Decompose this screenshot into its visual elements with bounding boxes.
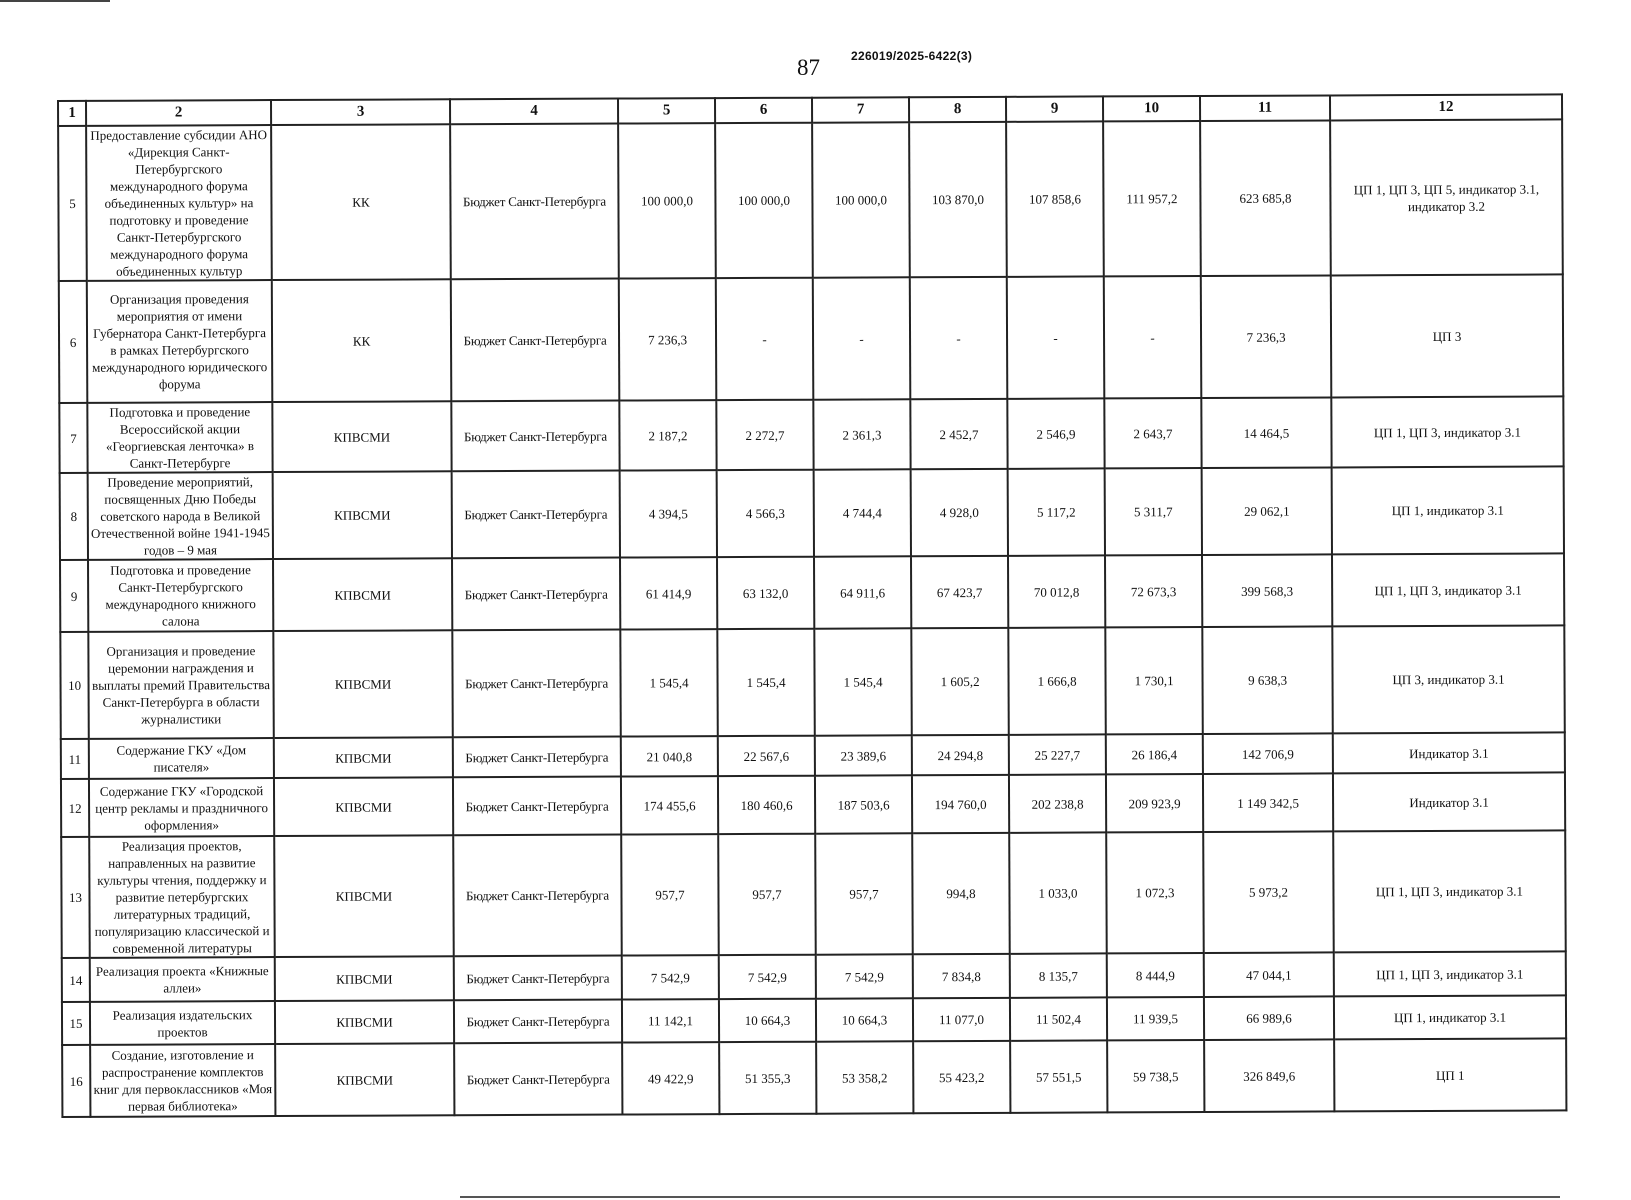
amount-cell: 209 923,9 [1106, 774, 1203, 832]
amount-cell: 1 545,4 [620, 629, 717, 736]
column-header: 1 [58, 101, 86, 126]
column-header: 9 [1006, 96, 1103, 121]
column-header: 3 [271, 99, 450, 125]
amount-cell: 2 361,3 [813, 399, 910, 469]
amount-cell: 4 394,5 [620, 470, 717, 557]
amount-cell: 49 422,9 [622, 1042, 719, 1114]
indicators-cell: ЦП 3 [1331, 274, 1564, 397]
row-number: 6 [59, 281, 88, 403]
column-header: 5 [618, 98, 715, 123]
amount-cell: 7 542,9 [719, 955, 816, 999]
total-cell: 29 062,1 [1202, 467, 1332, 555]
amount-cell: 67 423,7 [911, 556, 1008, 628]
row-number: 15 [62, 1002, 90, 1045]
amount-cell: 957,7 [621, 834, 719, 955]
amount-cell: 10 664,3 [816, 998, 913, 1041]
indicators-cell: ЦП 1, ЦП 3, ЦП 5, индикатор 3.1, индикатор 3.2 [1330, 119, 1563, 275]
amount-cell: 24 294,8 [912, 735, 1009, 775]
amount-cell: 2 546,9 [1007, 398, 1104, 468]
amount-cell: 26 186,4 [1106, 734, 1203, 774]
indicators-cell: ЦП 1, индикатор 3.1 [1332, 466, 1564, 554]
amount-cell: 1 545,4 [717, 629, 814, 736]
funding-source: Бюджет Санкт-Петербурга [451, 279, 620, 402]
event-name: Подготовка и проведение Санкт-Петербургского международного книжного салона [88, 559, 273, 632]
executor: КПВСМИ [275, 1000, 454, 1044]
amount-cell: 11 939,5 [1107, 997, 1204, 1040]
amount-cell: 70 012,8 [1008, 555, 1105, 627]
amount-cell: 174 455,6 [621, 776, 718, 834]
indicators-cell: ЦП 1 [1334, 1038, 1566, 1111]
indicators-cell: ЦП 1, индикатор 3.1 [1334, 995, 1566, 1039]
indicators-cell: ЦП 1, ЦП 3, индикатор 3.1 [1333, 830, 1566, 952]
document-code: 226019/2025-6422(3) [851, 49, 973, 63]
total-cell: 66 989,6 [1204, 996, 1334, 1040]
amount-cell: 100 000,0 [812, 122, 910, 277]
indicators-cell: ЦП 1, ЦП 3, индикатор 3.1 [1331, 396, 1563, 467]
table-row [62, 951, 1566, 1002]
funding-source: Бюджет Санкт-Петербурга [451, 401, 619, 472]
amount-cell: 994,8 [912, 833, 1010, 954]
amount-cell: - [910, 277, 1008, 399]
amount-cell: 5 117,2 [1008, 468, 1105, 555]
event-name: Реализация проекта «Книжные аллеи» [90, 957, 275, 1002]
funding-source: Бюджет Санкт-Петербурга [454, 1000, 622, 1044]
amount-cell: 180 460,6 [718, 776, 815, 834]
event-name: Реализация издательских проектов [90, 1001, 275, 1045]
funding-source: Бюджет Санкт-Петербурга [454, 956, 622, 1001]
total-cell: 399 568,3 [1202, 554, 1332, 627]
row-number: 12 [61, 779, 89, 837]
executor: КПВСМИ [273, 558, 452, 631]
amount-cell: 111 957,2 [1103, 121, 1201, 276]
amount-cell: 957,7 [815, 833, 913, 954]
column-header: 2 [86, 100, 271, 126]
amount-cell: 10 664,3 [719, 999, 816, 1042]
table-row [61, 830, 1566, 958]
indicators-cell: Индикатор 3.1 [1333, 772, 1565, 831]
amount-cell: 51 355,3 [719, 1042, 816, 1114]
executor: КК [272, 279, 452, 402]
amount-cell: 57 551,5 [1010, 1040, 1107, 1112]
funding-source: Бюджет Санкт-Петербурга [452, 471, 620, 559]
column-header: 7 [812, 97, 909, 122]
table-row [62, 995, 1566, 1045]
event-name: Организация и проведение церемонии награждения и выплаты премий Правительства Санкт-Петербурга в области журналистики [88, 631, 273, 739]
executor: КПВСМИ [275, 1043, 454, 1116]
amount-cell: 55 423,2 [913, 1041, 1010, 1113]
total-cell: 9 638,3 [1202, 626, 1332, 734]
amount-cell: 11 142,1 [622, 999, 719, 1042]
amount-cell: 4 744,4 [814, 469, 911, 556]
amount-cell: 4 566,3 [717, 470, 814, 557]
amount-cell: 72 673,3 [1105, 555, 1202, 627]
amount-cell: 8 135,7 [1010, 953, 1107, 997]
executor: КК [271, 124, 451, 280]
amount-cell: 194 760,0 [912, 775, 1009, 833]
total-cell: 7 236,3 [1201, 275, 1332, 398]
funding-source: Бюджет Санкт-Петербурга [452, 630, 620, 738]
table-row [59, 274, 1564, 403]
row-number: 14 [62, 958, 90, 1002]
executor: КПВСМИ [272, 401, 451, 472]
total-cell: 326 849,6 [1204, 1039, 1334, 1112]
executor: КПВСМИ [274, 737, 453, 778]
table-row [62, 1038, 1566, 1117]
row-number: 9 [60, 560, 88, 632]
table-row [60, 466, 1564, 560]
table-row [61, 732, 1565, 779]
amount-cell: 2 452,7 [910, 399, 1007, 469]
row-number: 10 [60, 632, 88, 739]
amount-cell: 7 236,3 [619, 278, 717, 400]
column-header: 6 [715, 98, 812, 123]
executor: КПВСМИ [274, 777, 453, 836]
program-table [57, 93, 1567, 1118]
amount-cell: 103 870,0 [909, 122, 1007, 277]
amount-cell: 957,7 [718, 834, 816, 955]
amount-cell: - [1007, 276, 1105, 398]
total-cell: 623 685,8 [1200, 120, 1331, 276]
amount-cell: 1 730,1 [1105, 627, 1202, 734]
amount-cell: 1 033,0 [1009, 832, 1107, 953]
amount-cell: 187 503,6 [815, 775, 912, 833]
total-cell: 1 149 342,5 [1203, 773, 1333, 832]
indicators-cell: ЦП 3, индикатор 3.1 [1332, 625, 1564, 733]
amount-cell: 21 040,8 [621, 736, 718, 776]
row-number: 16 [62, 1045, 90, 1117]
event-name: Предоставление субсидии АНО «Дирекция Санкт-Петербургского международного форума объединенных культур» на подготовку и проведение Санкт-Петербургского международного форума объединенных культур [86, 125, 272, 281]
row-number: 13 [61, 837, 90, 958]
executor: КПВСМИ [273, 471, 452, 559]
amount-cell: 100 000,0 [715, 123, 813, 278]
amount-cell: - [716, 278, 814, 400]
event-name: Содержание ГКУ «Городской центр рекламы и праздничного оформления» [89, 778, 274, 837]
amount-cell: 63 132,0 [717, 557, 814, 629]
amount-cell: 100 000,0 [618, 123, 716, 278]
event-name: Создание, изготовление и распространение комплектов книг для первоклассников «Моя первая библиотека» [90, 1044, 275, 1117]
amount-cell: 1 666,8 [1008, 627, 1105, 734]
amount-cell: 8 444,9 [1107, 953, 1204, 997]
event-name: Содержание ГКУ «Дом писателя» [89, 738, 274, 779]
amount-cell: 23 389,6 [815, 735, 912, 775]
amount-cell: 11 502,4 [1010, 997, 1107, 1040]
row-number: 5 [58, 126, 87, 281]
executor: КПВСМИ [273, 630, 452, 738]
amount-cell: 11 077,0 [913, 998, 1010, 1041]
amount-cell: 4 928,0 [911, 469, 1008, 556]
amount-cell: - [813, 277, 911, 399]
executor: КПВСМИ [275, 956, 454, 1001]
table-row [61, 772, 1565, 837]
event-name: Проведение мероприятий, посвященных Дню Победы советского народа в Великой Отечественной войне 1941-1945 годов – 9 мая [88, 472, 273, 560]
funding-source: Бюджет Санкт-Петербурга [450, 124, 619, 280]
row-number: 7 [59, 403, 87, 473]
amount-cell: 22 567,6 [718, 736, 815, 776]
column-header: 4 [450, 99, 618, 125]
event-name: Организация проведения мероприятия от имени Губернатора Санкт-Петербурга в рамках Петербургского международного юридического форума [87, 280, 273, 403]
amount-cell: 202 238,8 [1009, 774, 1106, 832]
amount-cell: 5 311,7 [1105, 468, 1202, 555]
amount-cell: 1 605,2 [911, 628, 1008, 735]
funding-source: Бюджет Санкт-Петербурга [453, 777, 621, 836]
total-cell: 142 706,9 [1203, 733, 1333, 774]
funding-source: Бюджет Санкт-Петербурга [452, 558, 620, 631]
amount-cell: 1 545,4 [814, 628, 911, 735]
funding-source: Бюджет Санкт-Петербурга [453, 737, 621, 778]
event-name: Подготовка и проведение Всероссийской акции «Георгиевская ленточка» в Санкт-Петербурге [87, 402, 272, 473]
row-number: 8 [60, 473, 88, 560]
table-row [60, 553, 1564, 632]
column-header: 11 [1200, 95, 1330, 121]
top-edge-rule [0, 0, 110, 2]
amount-cell: 7 542,9 [816, 954, 913, 998]
amount-cell: 2 643,7 [1104, 398, 1201, 468]
table-row [58, 119, 1563, 281]
amount-cell: 107 858,6 [1006, 121, 1104, 276]
total-cell: 5 973,2 [1203, 831, 1334, 953]
row-number: 11 [61, 739, 89, 779]
table-row [59, 396, 1563, 473]
event-name: Реализация проектов, направленных на развитие культуры чтения, поддержку и развитие петербургских литературных традиций, популяризацию классической и современной литературы [89, 836, 275, 958]
indicators-cell: ЦП 1, ЦП 3, индикатор 3.1 [1334, 951, 1566, 996]
amount-cell: 2 272,7 [716, 400, 813, 470]
indicators-cell: Индикатор 3.1 [1333, 732, 1565, 773]
column-header: 12 [1330, 94, 1562, 120]
amount-cell: 64 911,6 [814, 556, 911, 628]
amount-cell: 7 542,9 [622, 955, 719, 999]
total-cell: 14 464,5 [1201, 397, 1331, 468]
page-number: 87 [797, 55, 820, 80]
amount-cell: 1 072,3 [1106, 832, 1204, 953]
amount-cell: 25 227,7 [1009, 734, 1106, 774]
executor: КПВСМИ [274, 835, 454, 957]
indicators-cell: ЦП 1, ЦП 3, индикатор 3.1 [1332, 553, 1564, 626]
column-header: 10 [1103, 96, 1200, 121]
column-header: 8 [909, 97, 1006, 122]
amount-cell: 7 834,8 [913, 954, 1010, 998]
amount-cell: 53 358,2 [816, 1041, 913, 1113]
bottom-edge-rule [460, 1196, 1560, 1198]
amount-cell: 59 738,5 [1107, 1040, 1204, 1112]
table-row [60, 625, 1564, 739]
total-cell: 47 044,1 [1204, 952, 1334, 997]
amount-cell: - [1104, 276, 1202, 398]
funding-source: Бюджет Санкт-Петербурга [453, 835, 622, 957]
amount-cell: 2 187,2 [619, 400, 716, 470]
funding-source: Бюджет Санкт-Петербурга [454, 1043, 622, 1116]
amount-cell: 61 414,9 [620, 557, 717, 629]
